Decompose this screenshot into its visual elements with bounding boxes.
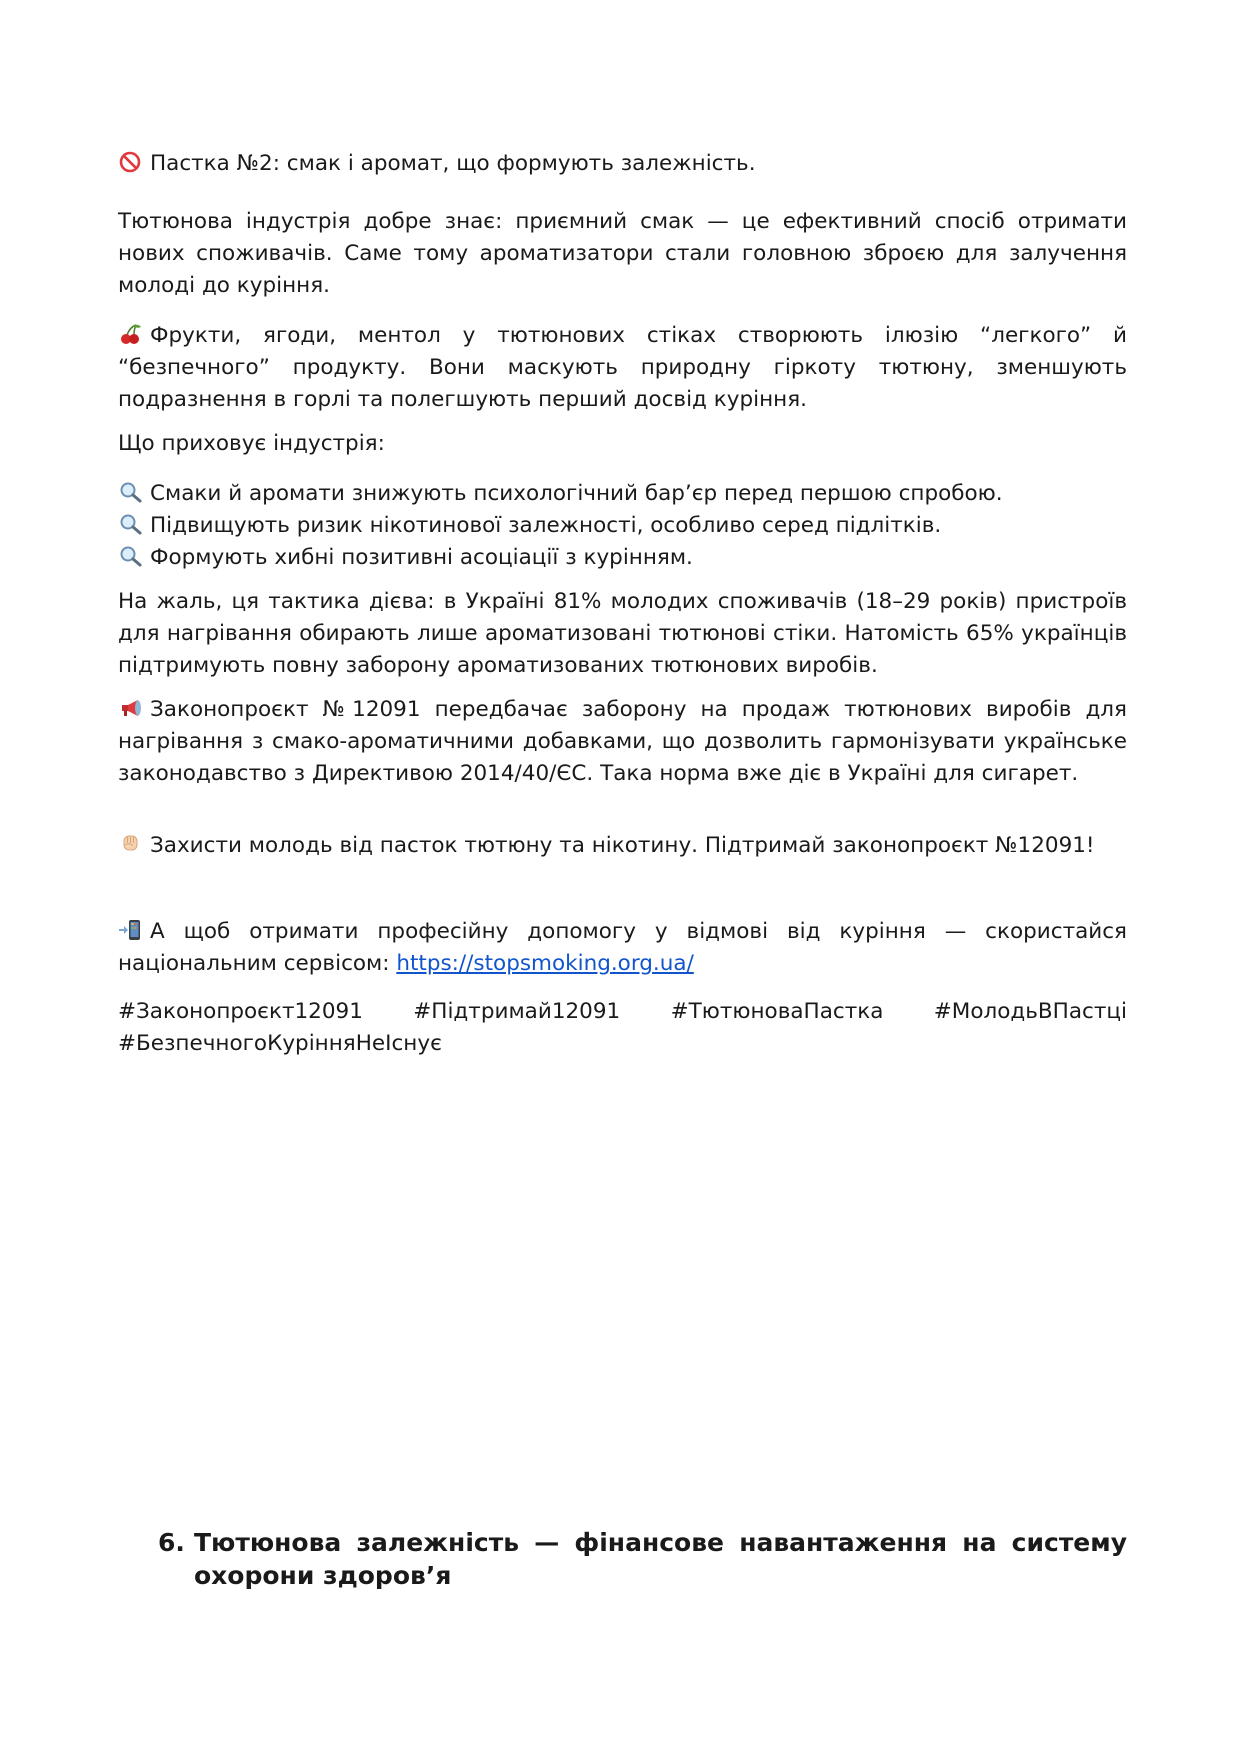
magnifier-icon [118, 545, 144, 567]
hashtag: #Законопроєкт12091 [118, 999, 363, 1024]
hashtags [118, 996, 1127, 1060]
flavors-paragraph [118, 320, 1127, 416]
bill-paragraph [118, 694, 1127, 790]
hashtag: #Підтримай12091 [413, 999, 621, 1024]
flavors-text: Фрукти, ягоди, ментол у тютюнових стіках створюють ілюзію “легкого” й “безпечного” продукту. Вони маскують природну гіркоту тютюну, зменшують подразнення в горлі та полегшують перший досвід куріння. [118, 323, 1127, 412]
mobile-phone-arrow-icon [118, 919, 144, 941]
protect-text: Захисти молодь від пасток тютюну та нікотину. Підтримай законопроєкт №12091! [150, 833, 1095, 858]
trap-title [118, 148, 1127, 180]
raised-fist-icon [118, 833, 144, 855]
hashtag: #ТютюноваПастка [670, 999, 884, 1024]
section-heading [158, 1526, 1127, 1592]
help-text: А щоб отримати професійну допомогу у відмові від куріння — скористайся національним сервісом: [118, 919, 1127, 976]
protect-paragraph [118, 830, 1127, 862]
prohibited-icon [118, 151, 144, 173]
intro-paragraph: Тютюнова індустрія добре знає: приємний смак — це ефективний спосіб отримати нових споживачів. Саме тому ароматизатори стали головною зброєю для залучення молоді до куріння. [118, 209, 1127, 298]
hidden-list [118, 478, 1127, 574]
magnifier-icon [118, 513, 144, 535]
list-item: Формують хибні позитивні асоціації з курінням. [118, 542, 1127, 574]
megaphone-icon [118, 697, 144, 719]
list-item: Смаки й аромати знижують психологічний бар’єр перед першою спробою. [118, 478, 1127, 510]
hashtag: #БезпечногоКурінняНеІснує [118, 1031, 442, 1056]
hashtag: #МолодьВПастці [933, 999, 1127, 1024]
help-paragraph [118, 916, 1127, 980]
bill-text: Законопроєкт №12091 передбачає заборону на продаж тютюнових виробів для нагрівання з смако-ароматичними добавками, що дозволить гармонізувати українське законодавство з Директивою 2014/40/ЄС. Така норма вже діє в Україні для сигарет. [118, 697, 1127, 786]
cherry-icon [118, 323, 144, 345]
section-title: Тютюнова залежність — фінансове навантаження на систему охорони здоров’я [194, 1528, 1127, 1590]
stopsmoking-link[interactable]: https://stopsmoking.org.ua/ [396, 951, 694, 976]
list-item: Підвищують ризик нікотинової залежності, особливо серед підлітків. [118, 510, 1127, 542]
magnifier-icon [118, 481, 144, 503]
section-number: 6. [158, 1528, 185, 1557]
trap-title-text: Пастка №2: смак і аромат, що формують залежність. [150, 151, 756, 176]
stats-paragraph: На жаль, ця тактика дієва: в Україні 81% молодих споживачів (18–29 років) пристроїв для нагрівання обирають лише ароматизовані тютюнові стіки. Натомість 65% українців підтримують повну заборону ароматизованих тютюнових виробів. [118, 589, 1127, 678]
hidden-heading: Що приховує індустрія: [118, 431, 385, 456]
